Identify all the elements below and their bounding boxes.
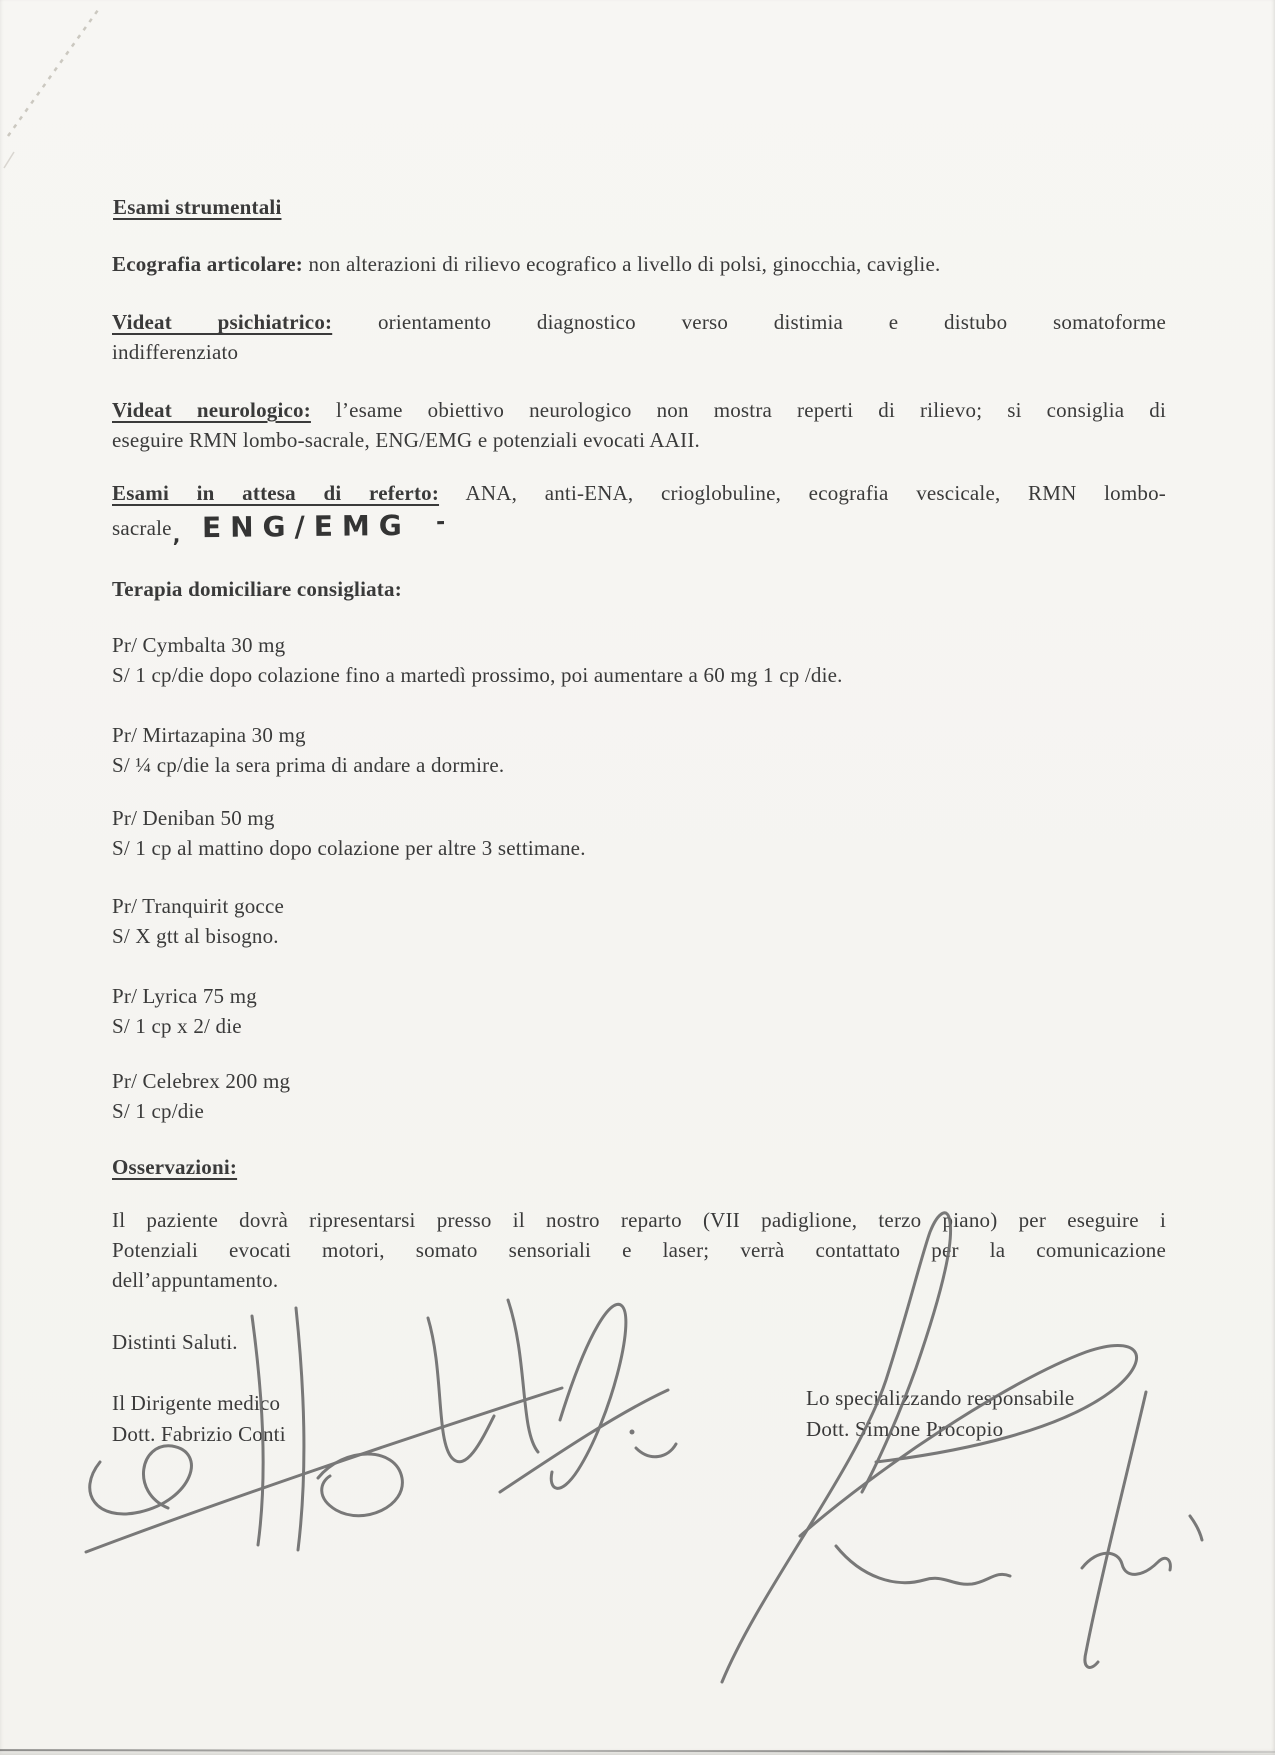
prescription-drug: Pr/ Mirtazapina 30 mg [112,723,306,747]
videat-neurologico-line1: l’esame obiettivo neurologico non mostra reperti di rilievo; si consiglia di [335,398,1167,422]
signer-role-left: Il Dirigente medico [112,1391,281,1415]
prescription-dosage: S/ 1 cp al mattino dopo colazione per altre 3 settimane. [112,836,586,860]
osservazioni-line2: Potenziali evocati motori, somato sensoriali e laser; verrà contattato per la comunicazione [112,1238,1166,1262]
osservazioni-title: Osservazioni: [112,1155,238,1179]
prescription-cymbalta [112,630,1166,690]
paragraph-videat-neurologico [112,395,1166,455]
ecografia-text: non alterazioni di rilievo ecografico a livello di polsi, ginocchia, caviglie. [308,252,941,276]
closing-salutation: Distinti Saluti. [112,1330,238,1354]
paragraph-osservazioni-body [112,1205,1166,1295]
prescription-mirtazapina [112,720,1166,780]
heading-text: Esami strumentali [113,195,282,219]
prescription-drug: Pr/ Celebrex 200 mg [112,1069,291,1093]
prescription-drug: Pr/ Lyrica 75 mg [112,984,257,1008]
videat-neurologico-label: Videat neurologico: [112,398,311,422]
prescription-deniban [112,803,1166,863]
handwritten-eng-emg: ENG/EMG [201,508,411,545]
section-heading-terapia [112,574,1166,604]
terapia-title: Terapia domiciliare consigliata: [112,577,402,601]
prescription-dosage: S/ X gtt al bisogno. [112,924,279,948]
scanner-edge-line [0,1749,1275,1753]
osservazioni-line1: Il paziente dovrà ripresentarsi presso il nostro reparto (VII padiglione, terzo piano) per eseguire i [112,1208,1166,1232]
prescription-drug: Pr/ Tranquirit gocce [112,894,284,918]
prescription-lyrica [112,981,1166,1041]
videat-psichiatrico-line1: orientamento diagnostico verso distimia e distubo somatoforme [377,310,1166,334]
esami-attesa-line2-prefix: sacrale [112,516,172,540]
videat-psichiatrico-line2: indifferenziato [112,340,239,364]
ecografia-label: Ecografia articolare: [112,252,303,276]
signer-name-right: Dott. Simone Procopio [806,1417,1004,1441]
signature-block-right [806,1383,1226,1445]
handwritten-dash: - [436,509,446,536]
prescription-drug: Pr/ Cymbalta 30 mg [112,633,286,657]
paragraph-esami-in-attesa [112,478,1166,547]
esami-attesa-label: Esami in attesa di referto: [112,481,440,505]
esami-attesa-line2 [112,508,1166,547]
prescription-dosage: S/ 1 cp/die dopo colazione fino a martedì prossimo, poi aumentare a 60 mg 1 cp /die. [112,663,843,687]
osservazioni-line3: dell’appuntamento. [112,1268,279,1292]
videat-psichiatrico-label: Videat psichiatrico: [112,310,333,334]
esami-attesa-line1: ANA, anti-ENA, crioglobuline, ecografia vescicale, RMN lombo- [465,481,1166,505]
prescription-dosage: S/ 1 cp x 2/ die [112,1014,242,1038]
section-heading-osservazioni [112,1152,1166,1182]
prescription-celebrex [112,1066,1166,1126]
prescription-tranquirit [112,891,1166,951]
prescription-dosage: S/ 1 cp/die [112,1099,205,1123]
prescription-drug: Pr/ Deniban 50 mg [112,806,275,830]
signer-role-right: Lo specializzando responsabile [806,1386,1075,1410]
handwritten-comma: , [172,523,181,547]
signature-block-left [112,1388,532,1450]
paragraph-ecografia-articolare [112,249,1166,279]
section-heading-esami-strumentali [113,192,1167,222]
paragraph-videat-psichiatrico [112,307,1166,367]
prescription-dosage: S/ ¼ cp/die la sera prima di andare a dormire. [112,753,505,777]
signer-name-left: Dott. Fabrizio Conti [112,1422,286,1446]
fold-mark [8,10,98,136]
videat-neurologico-line2: eseguire RMN lombo-sacrale, ENG/EMG e potenziali evocati AAII. [112,428,700,452]
